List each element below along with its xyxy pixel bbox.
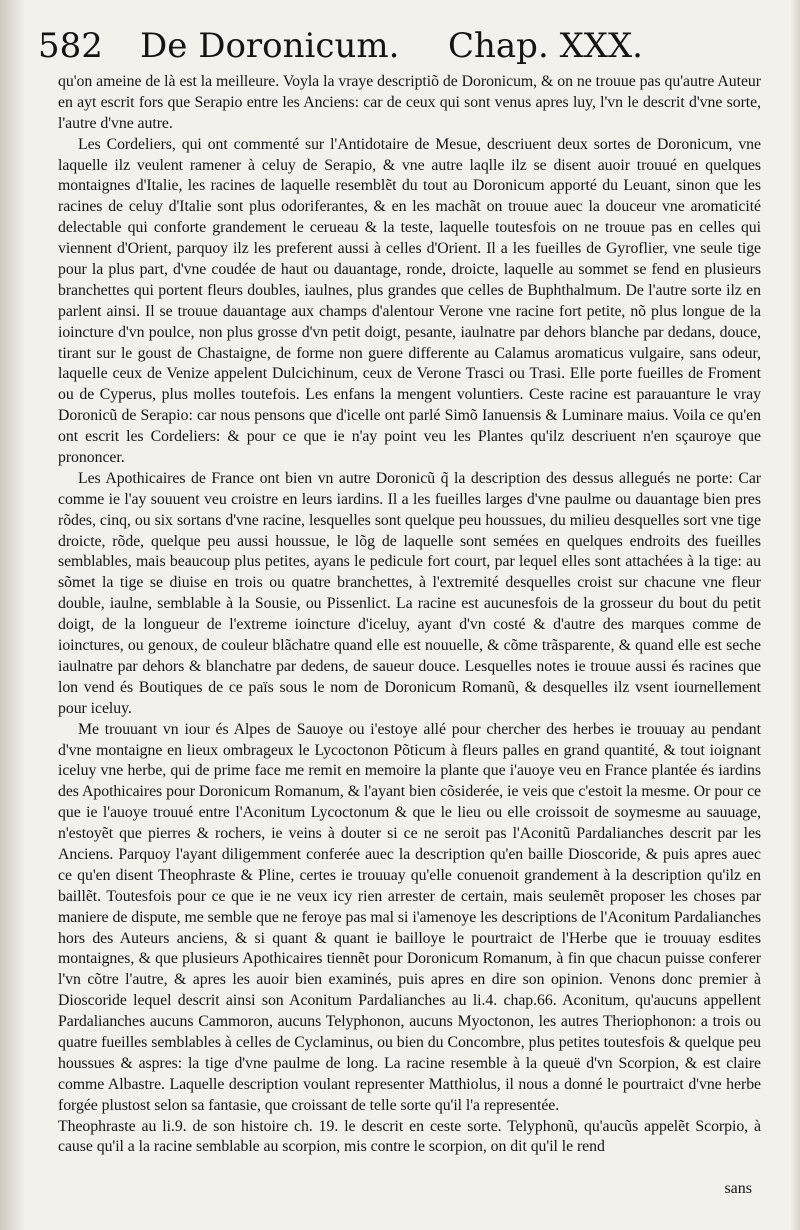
body-text	[58, 72, 761, 1158]
paragraph-cordeliers: Les Cordeliers, qui ont commenté sur l'Antidotaire de Mesue, descriuent deux sortes de Doronicum, vne laquelle ilz veulent ramener à celuy de Serapio, & vne autre laqlle ilz se disent auoir trouué en quelques montaignes d'Italie, les racines de laquelle resemblẽt du tout au Doronicum apporté du Leuant, sinon que les racines de celuy d'Italie sont plus odoriferantes, & en les machãt on trouue auec la douceur vne aromaticité delectable qui conforte grandement le cerueau & la teste, laquelle toutesfois on ne trouue pas en celles qui viennent d'Orient, parquoy ilz les preferent aussi à celles d'Orient. Il a les fueilles de Gyroflier, vne seule tige pour la plus part, d'vne coudée de haut ou dauantage, ronde, droicte, laquelle au sommet se fend en plusieurs branchettes qui portent fleurs doubles, iaulnes, plus grandes que celles de Buphthalmum. De l'autre sorte ilz en parlent ainsi. Il se trouue dauantage aux champs d'alentour Verone vne racine fort petite, nõ plus longue de la ioincture d'vn poulce, non plus grosse d'vn petit doigt, pesante, iaulnatre par dehors blanche par dedans, douce, tirant sur le goust de Chastaigne, de forme non guere differente au Calamus aromaticus vulgaire, sans odeur, laquelle ceux de Venize appelent Dulcichinum, ceux de Verone Trasci ou Trasi. Elle porte fueilles de Froment ou de Cyperus, plus molles toutefois. Les enfans la mengent voluntiers. Ceste racine est parauanture le vray Doronicũ de Serapio: car nous pensons que d'icelle ont parlé Simõ Ianuensis & Luminare maius. Voila ce qu'en ont escrit les Cordeliers: & pour ce que ie n'ay point veu les Plantes qu'ilz descriuent n'en sçauroye que prononcer.	[58, 135, 761, 467]
running-head	[38, 22, 760, 70]
paragraph-theophraste: Theophraste au li.9. de son histoire ch. 19. le descrit en ceste sorte. Telyphonũ, qu'aucũs appelẽt Scorpio, à cause qu'il a la racine semblable au scorpion, mis contre le scorpion, on dit qu'il le rend	[58, 1117, 761, 1156]
catchword: sans	[724, 1180, 752, 1197]
paragraph-apothicaires: Les Apothicaires de France ont bien vn autre Doronicũ q̃ la description des dessus allegués ne porte: Car comme ie l'ay souuent veu croistre en leurs iardins. Il a les fueilles larges d'vne paulme ou dauantage bien pres rõdes, cinq, ou six sortans d'vne racine, lesquelles sont quelque peu houssues, du milieu desquelles sort vne tige droicte, rõde, quelque peu aussi houssue, le lõg de laquelle sont semées en quelques endroits des fueilles semblables, mais beaucoup plus petites, ayans le pedicule fort court, par lequel elles sont attachées à la tige: au sõmet la tige se diuise en trois ou quatre branchettes, à l'extremité desquelles croist sur chacune vne fleur double, iaulne, semblable à la Sousie, ou Pissenlict. La racine est aucunesfois de la grosseur du bout du petit doigt, de la longueur de l'extreme ioincture d'iceluy, ayant d'vn costé & d'autre des marques comme de ioinctures, ou genoux, de couleur blãchatre quand elle est nouuelle, & cõme trãsparente, & quand elle est seche iaulnatre par dehors & blanchatre par dedens, de saueur douce. Lesquelles notes ie trouue aussi és racines que lon vend és Boutiques de ce païs sous le nom de Doronicum Romanũ, & desquelles ilz vsent iournellement pour iceluy.	[58, 469, 761, 717]
running-title: De Doronicum.	[140, 26, 400, 66]
chapter-heading: Chap. XXX.	[448, 26, 643, 66]
page-number: 582	[38, 26, 103, 66]
paragraph-alpes-sauoye: Me trouuant vn iour és Alpes de Sauoye ou i'estoye allé pour chercher des herbes ie trouuay au pendant d'vne montaigne en lieux ombrageux le Lycoctonon Põticum à fleurs palles en grand quantité, & tout ioignant iceluy vne herbe, qui de prime face me remit en memoire la plante que i'auoye veu en France plantée és iardins des Apothicaires pour Doronicum Romanum, & l'ayant bien cõsiderée, ie veis que c'estoit la mesme. Or pour ce que ie l'auoye trouué entre l'Aconitum Lycoctonum & que le lieu ou elle croissoit de soymesme au sauuage, n'estoyẽt que pierres & rochers, ie veins à douter si ce ne seroit pas l'Aconitũ Pardalianches descrit par les Anciens. Parquoy l'ayant diligemment conferée auec la description qu'en baille Dioscoride, & puis apres auec ce qu'en disent Theophraste & Pline, certes ie trouuay qu'elle conuenoit grandement à la description qu'ilz en baillẽt. Toutesfois pour ce que ie ne veux icy rien arrester de certain, mais seulemẽt proposer les choses par maniere de dispute, me semble que ne feroye pas mal si i'amenoye les descriptions de l'Aconitum Pardalianches hors des Auteurs anciens, & si quant & quant ie bailloye le pourtraict de l'Herbe que ie trouuay esdites montaignes, & que plusieurs Apothicaires tiennẽt pour Doronicum Romanum, à fin que chacun puisse conferer l'vn cõtre l'autre, & apres les auoir bien examinés, puis apres en dire son opinion. Venons donc premier à Dioscoride lequel descrit ainsi son Aconitum Pardalianches au li.4. chap.66. Aconitum, qu'aucuns appellent Pardalianches aucuns Cammoron, aucuns Telyphonon, aucuns Myoctonon, les autres Theriophonon: a trois ou quatre fueilles semblables à celles de Cyclaminus, ou bien du Concombre, plus petites toutesfois & quelque peu houssues & aspres: la tige d'vne paulme de long. La racine resemble à la queuë d'vn Scorpion, & est claire comme Albastre. Laquelle description voulant representer Matthiolus, il nous a donné le pourtraict d'vne herbe forgée plustost selon sa fantasie, que croissant de telle sorte qu'il l'a representée.	[58, 720, 761, 1114]
paragraph-continuation: qu'on ameine de là est la meilleure. Voyla la vraye descriptiõ de Doronicum, & on ne trouue pas qu'autre Auteur en ayt escrit fors que Serapio entre les Anciens: car de ceux qui sont venus apres luy, l'vn le descrit d'vne sorte, l'autre d'vne autre.	[58, 73, 761, 132]
